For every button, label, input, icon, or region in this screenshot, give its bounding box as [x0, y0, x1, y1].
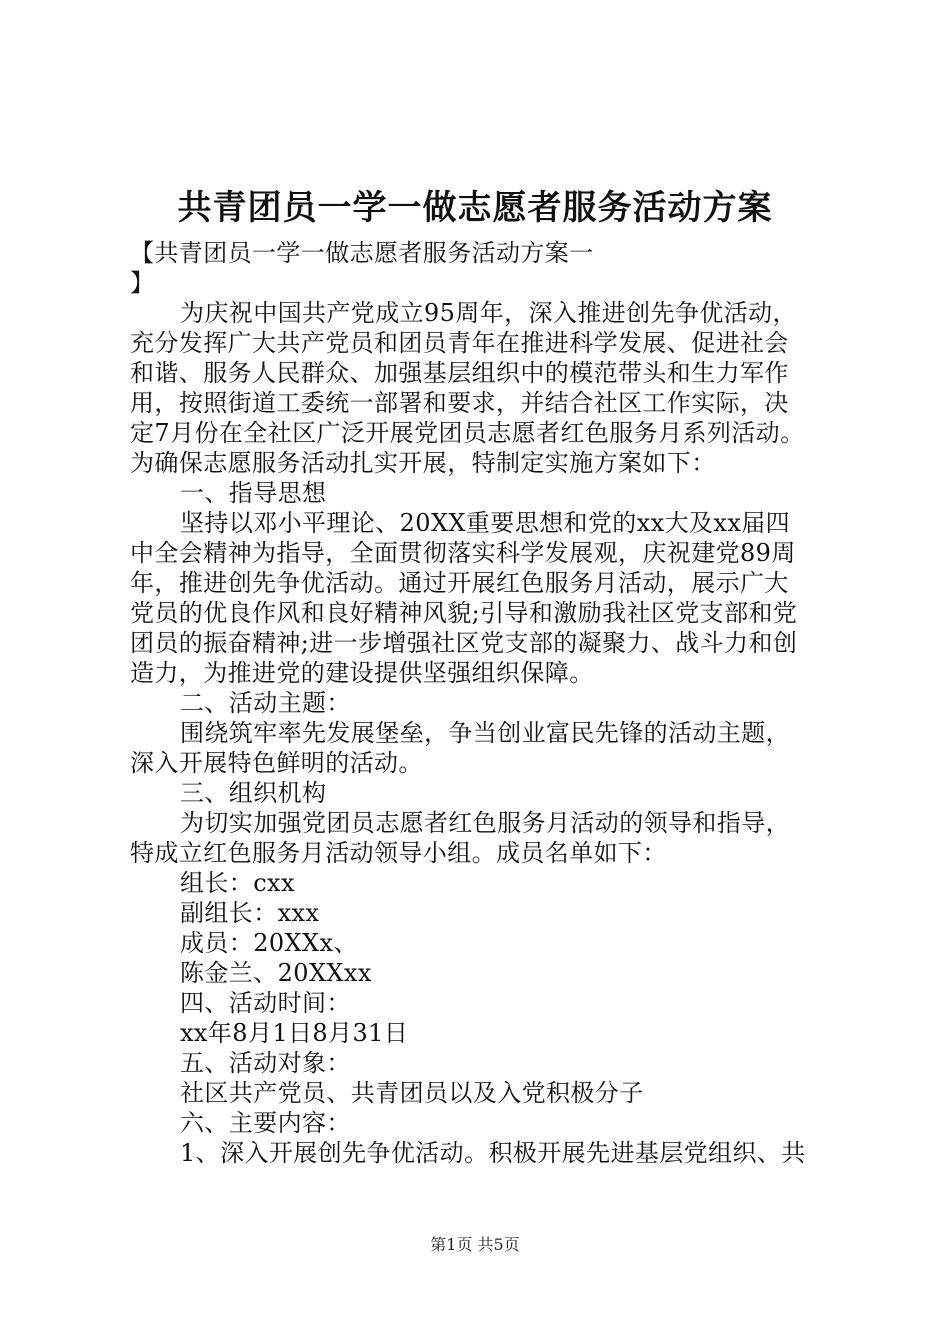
section-heading: 三、组织机构 [180, 779, 327, 807]
paragraph-line: 为庆祝中国共产党成立95周年，深入推进创先争优活动， [180, 299, 797, 327]
paragraph-line: 中全会精神为指导，全面贯彻落实科学发展观，庆祝建党89周 [130, 539, 796, 567]
section-heading: 二、活动主题： [180, 689, 351, 717]
paragraph-line: 为切实加强党团员志愿者红色服务月活动的领导和指导， [180, 809, 790, 837]
paragraph-line: 坚持以邓小平理论、20XX重要思想和党的xx大及xx届四 [180, 509, 791, 537]
paragraph-line: 为确保志愿服务活动扎实开展，特制定实施方案如下： [130, 449, 716, 477]
paragraph-line: 充分发挥广大共产党员和团员青年在推进科学发展、促进社会 [130, 329, 789, 357]
paragraph-line: 社区共产党员、共青团员以及入党积极分子 [180, 1079, 644, 1107]
paragraph-line: 深入开展特色鲜明的活动。 [130, 749, 423, 777]
section-heading: 五、活动对象： [180, 1049, 351, 1077]
paragraph-line: 造力，为推进党的建设提供坚强组织保障。 [130, 659, 594, 687]
member-line: 陈金兰、20XXxx [180, 959, 372, 987]
paragraph-line: 定7月份在全社区广泛开展党团员志愿者红色服务月系列活动。 [130, 419, 805, 447]
section-heading: 一、指导思想 [180, 479, 327, 507]
member-line: 成员：20XXx、 [180, 929, 358, 957]
document-body [130, 238, 830, 1168]
subtitle-line: 】 [130, 269, 155, 297]
section-heading: 四、活动时间： [180, 989, 351, 1017]
paragraph-line: 团员的振奋精神;进一步增强社区党支部的凝聚力、战斗力和创 [130, 629, 798, 657]
paragraph-line: 党员的优良作风和良好精神风貌;引导和激励我社区党支部和党 [130, 599, 798, 627]
document-title: 共青团员一学一做志愿者服务活动方案 [177, 188, 773, 228]
paragraph-line: xx年8月1日8月31日 [180, 1019, 409, 1047]
member-line: 副组长：xxx [180, 899, 320, 927]
section-heading: 六、主要内容： [180, 1109, 351, 1137]
paragraph-line: 1、深入开展创先争优活动。积极开展先进基层党组织、共 [180, 1139, 806, 1167]
paragraph-line: 用，按照街道工委统一部署和要求，并结合社区工作实际，决 [130, 389, 789, 417]
paragraph-line: 年，推进创先争优活动。通过开展红色服务月活动，展示广大 [130, 569, 789, 597]
paragraph-line: 围绕筑牢率先发展堡垒，争当创业富民先锋的活动主题， [180, 719, 790, 747]
member-line: 组长：cxx [180, 869, 295, 897]
page-footer: 第1页 共5页 [430, 1235, 520, 1254]
paragraph-line: 和谐、服务人民群众、加强基层组织中的模范带头和生力军作 [130, 359, 789, 387]
paragraph-line: 特成立红色服务月活动领导小组。成员名单如下： [130, 839, 667, 867]
subtitle-line: 【共青团员一学一做志愿者服务活动方案一 [130, 239, 594, 267]
